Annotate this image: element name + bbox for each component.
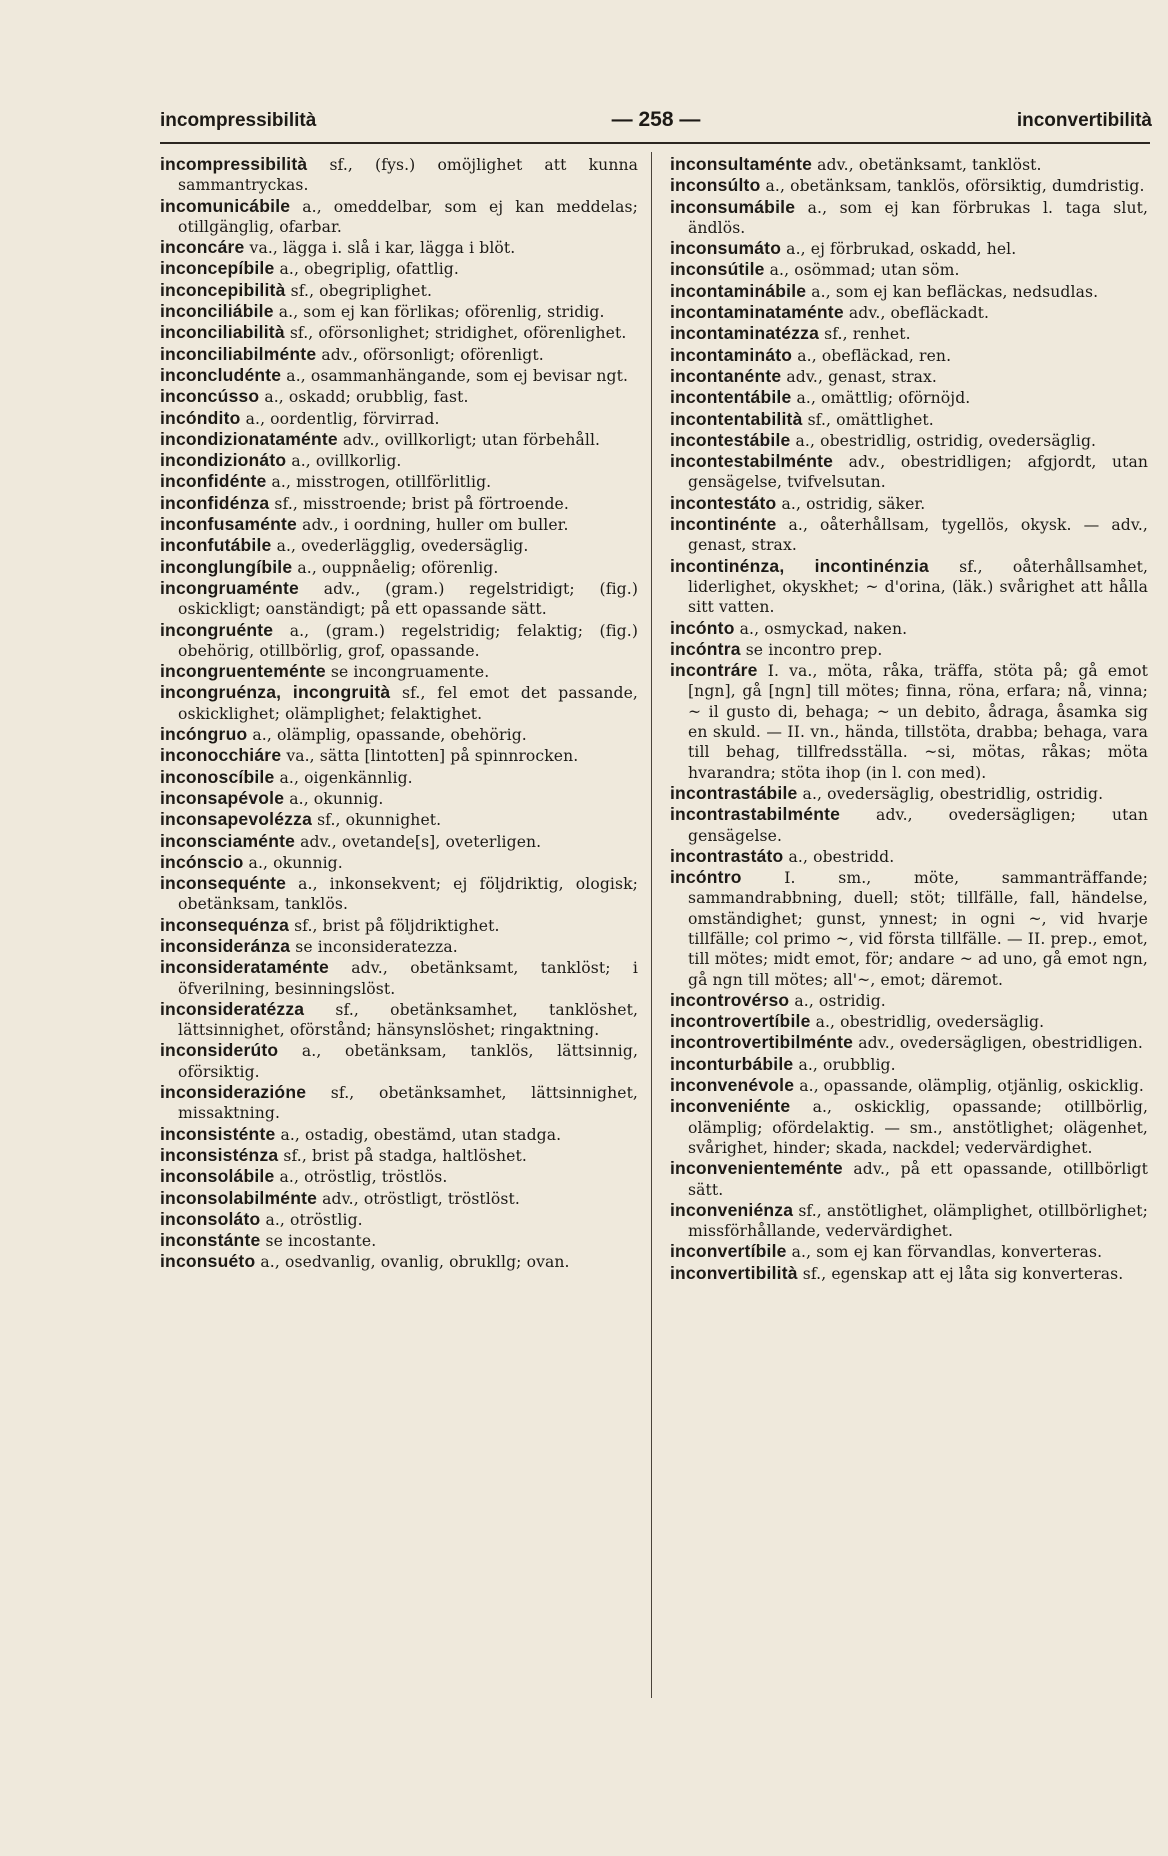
entry-definition: sf., obetänksamhet, lättsinnighet, missaktning.: [178, 1084, 638, 1123]
entry-headword: inconsisténza: [160, 1144, 279, 1165]
entry-definition: a., opassande, olämplig, otjänlig, oskicklig.: [799, 1077, 1144, 1096]
entry-headword: incontentabilità: [670, 408, 803, 429]
entry-headword: inconsideratézza: [160, 998, 305, 1019]
entry-definition: a., som ej kan förbrukas l. taga slut, ändlös.: [688, 198, 1149, 237]
dictionary-entry: [160, 1124, 638, 1145]
entry-definition: a., oigenkännlig.: [279, 768, 413, 787]
entry-headword: incontrastabilménte: [670, 804, 841, 825]
entry-definition: a., oskadd; orubblig, fast.: [264, 388, 469, 407]
entry-definition: a., ovillkorlig.: [291, 452, 402, 471]
entry-definition: adv., ovillkorligt; utan förbehåll.: [342, 430, 601, 449]
entry-definition: a., ostridig, säker.: [781, 494, 926, 513]
entry-headword: inconcússo: [160, 386, 260, 407]
entry-definition: adv., obestridligen; afgjordt, utan gensägelse, tvifvelsutan.: [688, 453, 1148, 492]
dictionary-entry: [160, 535, 638, 556]
entry-headword: inconsumáto: [670, 238, 782, 259]
entry-definition: a., osmyckad, naken.: [739, 619, 908, 638]
entry-definition: a., obegriplig, ofattlig.: [279, 260, 459, 279]
entry-definition: a., ovedersäglig, obestridlig, ostridig.: [802, 784, 1104, 803]
entry-definition: a., oåterhållsam, tygellös, okysk. — adv., genast, strax.: [688, 516, 1148, 555]
entry-headword: inconsapévole: [160, 787, 285, 808]
dictionary-entry: [670, 846, 1148, 867]
dictionary-entry: [160, 1145, 638, 1166]
dictionary-entry: [160, 578, 638, 620]
dictionary-entry: [160, 301, 638, 322]
dictionary-entry: [670, 660, 1148, 783]
entry-definition: a., som ej kan förvandlas, konverteras.: [791, 1243, 1103, 1262]
dictionary-entry: [670, 345, 1148, 366]
entry-definition: a., osedvanlig, ovanlig, obrukllg; ovan.: [260, 1253, 570, 1272]
entry-headword: incontrovertíbile: [670, 1011, 811, 1032]
entry-headword: incontrastábile: [670, 782, 798, 803]
dictionary-entry: [160, 915, 638, 936]
entry-definition: sf., misstroende; brist på förtroende.: [274, 494, 569, 513]
entry-definition: a., okunnig.: [248, 853, 343, 872]
entry-definition: a., obefläckad, ren.: [797, 346, 952, 365]
dictionary-entry: [670, 366, 1148, 387]
entry-definition: adv., oförsonligt; oförenligt.: [321, 345, 544, 364]
entry-definition: sf., obegriplighet.: [290, 281, 433, 300]
entry-headword: incontinénte: [670, 514, 777, 535]
dictionary-entry: [160, 450, 638, 471]
dictionary-entry: [670, 639, 1148, 660]
entry-definition: a., obestridlig, ostridig, ovedersäglig.: [795, 431, 1097, 450]
entry-definition: a., obestridd.: [788, 847, 895, 866]
entry-definition: se inconsideratezza.: [295, 937, 458, 956]
dictionary-entry: [160, 809, 638, 830]
right-column: [670, 154, 1148, 1284]
entry-headword: inconciliabilménte: [160, 343, 317, 364]
entry-headword: inconcáre: [160, 237, 245, 258]
dictionary-entry: [160, 514, 638, 535]
dictionary-entry: [670, 281, 1148, 302]
entry-definition: a., olämplig, opassande, obehörig.: [252, 726, 527, 745]
dictionary-entry: [670, 514, 1148, 556]
entry-headword: inconsciaménte: [160, 830, 296, 851]
entry-headword: incontaminábile: [670, 280, 807, 301]
entry-headword: inconcludénte: [160, 364, 282, 385]
dictionary-entry: [160, 724, 638, 745]
entry-headword: incontestabilménte: [670, 451, 834, 472]
entry-headword: inconocchiáre: [160, 745, 282, 766]
dictionary-entry: [160, 788, 638, 809]
entry-headword: inconsumábile: [670, 196, 796, 217]
entry-definition: adv., genast, strax.: [786, 367, 937, 386]
entry-definition: sf., fel emot det passande, oskicklighet; olämplighet; felaktighet.: [178, 684, 638, 723]
entry-definition: adv., otröstligt, tröstlöst.: [322, 1189, 520, 1208]
entry-headword: inconsuéto: [160, 1251, 256, 1272]
entry-headword: incondizionataménte: [160, 428, 338, 449]
entry-headword: inconvenienteménte: [670, 1158, 843, 1179]
entry-definition: adv., obefläckadt.: [848, 304, 990, 323]
entry-definition: se incostante.: [265, 1232, 377, 1251]
dictionary-entry: [670, 556, 1148, 618]
dictionary-entry: [160, 408, 638, 429]
entry-headword: incóntra: [670, 638, 741, 659]
entry-headword: inconfutábile: [160, 535, 272, 556]
header-last-word: inconvertibilità: [1016, 110, 1152, 131]
entry-headword: incontestáto: [670, 492, 777, 513]
entry-headword: incontaminatézza: [670, 323, 820, 344]
dictionary-entry: [160, 745, 638, 766]
entry-headword: inconfidénza: [160, 492, 270, 513]
entry-definition: sf., egenskap att ej låta sig konverteras.: [802, 1264, 1124, 1283]
entry-definition: a., ovederlägglig, ovedersäglig.: [276, 537, 529, 556]
dictionary-entry: [160, 936, 638, 957]
entry-definition: sf., renhet.: [824, 325, 911, 344]
entry-headword: inconvenévole: [670, 1075, 795, 1096]
dictionary-entry: [160, 237, 638, 258]
entry-headword: inconciliábile: [160, 301, 274, 322]
entry-definition: sf., okunnighet.: [317, 811, 442, 830]
page-header: [160, 104, 1152, 138]
column-divider: [651, 152, 652, 1698]
entry-definition: sf., brist på följdriktighet.: [294, 916, 500, 935]
entry-definition: a., ostadig, obestämd, utan stadga.: [280, 1125, 562, 1144]
entry-definition: se incontro prep.: [745, 640, 883, 659]
entry-headword: incongruénte: [160, 619, 274, 640]
entry-headword: incomunicábile: [160, 195, 291, 216]
dictionary-entry: [160, 957, 638, 999]
entry-headword: inconcepibilità: [160, 279, 286, 300]
dictionary-entry: [160, 661, 638, 682]
entry-definition: a., inkonsekvent; ej följdriktig, ologisk; obetänksam, tanklös.: [178, 875, 638, 914]
dictionary-entry: [670, 175, 1148, 196]
entry-headword: inconturbábile: [670, 1053, 794, 1074]
dictionary-entry: [670, 1075, 1148, 1096]
dictionary-entry: [670, 783, 1148, 804]
dictionary-entry: [670, 259, 1148, 280]
entry-definition: adv., (gram.) regelstridigt; (fig.) oskickligt; oanständigt; på ett opassande sätt.: [178, 579, 639, 619]
dictionary-entry: [670, 990, 1148, 1011]
entry-headword: inconsolabilménte: [160, 1187, 318, 1208]
dictionary-entry: [670, 387, 1148, 408]
entry-definition: sf., brist på stadga, haltlöshet.: [283, 1146, 527, 1165]
page-number: — 258 —: [611, 108, 701, 131]
dictionary-entry: [160, 365, 638, 386]
entry-headword: inconvertíbile: [670, 1241, 787, 1262]
dictionary-entry: [160, 1251, 638, 1272]
dictionary-entry: [160, 767, 638, 788]
entry-headword: inconsolábile: [160, 1166, 275, 1187]
entry-headword: inconsapevolézza: [160, 809, 313, 830]
dictionary-entry: [670, 302, 1148, 323]
entry-headword: inconveniénte: [670, 1096, 791, 1117]
dictionary-entry: [670, 493, 1148, 514]
dictionary-entry: [670, 1241, 1148, 1262]
dictionary-entry: [160, 471, 638, 492]
entry-headword: incónscio: [160, 851, 244, 872]
entry-headword: inconstánte: [160, 1230, 261, 1251]
entry-definition: a., orubblig.: [798, 1055, 896, 1074]
dictionary-entry: [670, 430, 1148, 451]
entry-definition: a., obestridlig, ovedersäglig.: [815, 1013, 1045, 1032]
entry-definition: sf., obetänksamhet, tanklöshet, lättsinnighet, oförstånd; hänsynslöshet; ringaktning.: [178, 1000, 639, 1040]
entry-definition: a., obetänksam, tanklös, lättsinnig, oförsiktig.: [178, 1042, 639, 1081]
entry-headword: incontentábile: [670, 387, 792, 408]
header-first-word: incompressibilità: [160, 110, 317, 131]
dictionary-entry: [160, 429, 638, 450]
entry-headword: incontinénza, incontinénzia: [670, 555, 929, 576]
dictionary-entry: [160, 873, 638, 915]
dictionary-entry: [670, 1011, 1148, 1032]
entry-definition: a., otröstlig, tröstlös.: [279, 1168, 448, 1187]
entry-definition: sf., omättlighet.: [807, 410, 934, 429]
entry-headword: inconsúlto: [670, 175, 761, 196]
entry-definition: adv., ovetande[s], oveterligen.: [300, 832, 542, 851]
entry-definition: sf., (fys.) omöjlighet att kunna sammantryckas.: [178, 156, 639, 195]
entry-headword: incontamináto: [670, 344, 793, 365]
dictionary-entry: [160, 852, 638, 873]
entry-definition: va., sätta [lintotten] på spinnrocken.: [286, 747, 579, 766]
entry-definition: a., oskicklig, opassande; otillbörlig, olämplig; ofördelaktig. — sm., anstötlighet; olägenhet, svårighet, hinder; skada, nackdel; vedervärdighet.: [688, 1098, 1149, 1157]
entry-definition: adv., ovedersägligen; utan gensägelse.: [688, 806, 1148, 845]
entry-headword: inconsiderataménte: [160, 957, 329, 978]
dictionary-entry: [670, 409, 1148, 430]
entry-definition: a., otröstlig.: [265, 1210, 363, 1229]
entry-headword: inconsoláto: [160, 1208, 261, 1229]
entry-headword: incontanénte: [670, 365, 782, 386]
entry-headword: incompressibilità: [160, 154, 308, 174]
dictionary-entry: [160, 322, 638, 343]
dictionary-entry: [160, 344, 638, 365]
dictionary-entry: [160, 1040, 638, 1082]
entry-definition: sf., anstötlighet, olämplighet, otillbörlighet; missförhållande, vedervärdighet.: [688, 1201, 1148, 1241]
entry-headword: inconveniénza: [670, 1199, 794, 1220]
entry-definition: a., okunnig.: [289, 789, 384, 808]
dictionary-entry: [160, 999, 638, 1041]
dictionary-entry: [160, 557, 638, 578]
entry-definition: a., som ej kan förlikas; oförenlig, stridig.: [278, 303, 605, 322]
dictionary-entry: [670, 238, 1148, 259]
dictionary-entry: [670, 1096, 1148, 1158]
entry-headword: inconvertibilità: [670, 1262, 798, 1283]
entry-headword: incondizionáto: [160, 450, 287, 471]
entry-definition: a., obetänksam, tanklös, oförsiktig, dumdristig.: [765, 177, 1145, 196]
dictionary-entry: [160, 386, 638, 407]
dictionary-entry: [160, 1209, 638, 1230]
entry-definition: a., ostridig.: [794, 991, 886, 1010]
entry-definition: adv., i oordning, huller om buller.: [302, 516, 569, 535]
entry-headword: inconglungíbile: [160, 556, 293, 577]
entry-definition: a., ej förbrukad, oskadd, hel.: [786, 240, 1017, 259]
entry-headword: incontrovérso: [670, 989, 790, 1010]
entry-headword: incontráre: [670, 660, 758, 681]
header-rule: [160, 142, 1150, 144]
dictionary-entry: [160, 1082, 638, 1124]
entry-headword: incontaminataménte: [670, 302, 844, 323]
entry-headword: inconciliabilità: [160, 322, 285, 343]
entry-headword: inconsisténte: [160, 1123, 276, 1144]
entry-headword: inconoscíbile: [160, 766, 275, 787]
entry-headword: incóngruo: [160, 724, 248, 745]
entry-headword: inconsultaménte: [670, 154, 813, 174]
entry-headword: incontrastáto: [670, 845, 784, 866]
dictionary-entry: [160, 280, 638, 301]
dictionary-entry: [160, 196, 638, 238]
entry-definition: adv., obetänksamt, tanklöst.: [817, 156, 1042, 174]
entry-headword: inconfusaménte: [160, 514, 297, 535]
dictionary-entry: [160, 831, 638, 852]
entry-headword: incóndito: [160, 407, 241, 428]
entry-definition: adv., ovedersägligen, obestridligen.: [858, 1034, 1143, 1053]
entry-definition: a., osammanhängande, som ej bevisar ngt.: [286, 366, 629, 385]
dictionary-entry: [670, 1158, 1148, 1200]
entry-definition: sf., oförsonlighet; stridighet, oförenlighet.: [289, 324, 627, 343]
entry-headword: inconsideránza: [160, 935, 291, 956]
dictionary-entry: [670, 197, 1148, 239]
entry-definition: a., omeddelbar, som ej kan meddelas; otillgänglig, ofarbar.: [178, 197, 638, 236]
entry-headword: inconsútile: [670, 259, 765, 280]
entry-definition: a., som ej kan befläckas, nedsudlas.: [811, 282, 1099, 301]
entry-definition: I. sm., möte, sammanträffande; sammandrabbning, duell; stöt; tillfälle, fall, händelse, omständighet; gunst, ynnest; in ogni ~, vid hvarje tillfälle; col primo ~, vid första tillfälle. — II. prep., emot, till mötes; midt emot, för; andare ~ ad uno, gå emot ngn, gå ngn till mötes; all'~, emot; däremot.: [688, 869, 1148, 989]
dictionary-entry: [160, 1188, 638, 1209]
entry-headword: incongruenteménte: [160, 661, 326, 682]
entry-definition: a., ouppnåelig; oförenlig.: [297, 558, 499, 577]
entry-definition: a., misstrogen, otillförlitlig.: [271, 473, 492, 492]
entry-definition: adv., på ett opassande, otillbörligt sätt.: [688, 1160, 1148, 1199]
entry-headword: inconcepíbile: [160, 258, 275, 279]
entry-definition: se incongruamente.: [330, 663, 490, 682]
entry-headword: incóntro: [670, 867, 742, 888]
dictionary-entry: [160, 620, 638, 662]
entry-headword: incongruaménte: [160, 577, 299, 598]
dictionary-entry: [670, 1200, 1148, 1242]
entry-definition: sf., oåterhållsamhet, liderlighet, okyskhet; ~ d'orina, (läk.) svårighet att hålla sitt vatten.: [688, 557, 1148, 617]
entry-definition: a., (gram.) regelstridig; felaktig; (fig.) obehörig, otillbörlig, grof, opassande.: [178, 621, 639, 660]
entry-headword: incónto: [670, 617, 735, 638]
dictionary-entry: [670, 1054, 1148, 1075]
dictionary-entry: [160, 258, 638, 279]
dictionary-entry: [160, 1166, 638, 1187]
left-column: [160, 154, 638, 1273]
dictionary-entry: [670, 867, 1148, 990]
dictionary-entry: [160, 682, 638, 724]
dictionary-entry: [670, 451, 1148, 493]
entry-headword: inconfidénte: [160, 471, 267, 492]
entry-headword: inconsequénza: [160, 914, 290, 935]
entry-headword: incontrovertibilménte: [670, 1032, 854, 1053]
dictionary-entry: [160, 154, 638, 196]
entry-headword: incongruénza, incongruità: [160, 682, 391, 703]
dictionary-entry: [160, 1230, 638, 1251]
entry-headword: inconsiderazióne: [160, 1082, 307, 1103]
entry-definition: a., osömmad; utan söm.: [769, 261, 960, 280]
entry-headword: inconsiderúto: [160, 1040, 279, 1061]
dictionary-entry: [670, 1263, 1148, 1284]
entry-definition: a., omättlig; oförnöjd.: [796, 389, 971, 408]
entry-headword: inconsequénte: [160, 873, 287, 894]
dictionary-entry: [160, 493, 638, 514]
entry-definition: I. va., möta, råka, träffa, stöta på; gå emot [ngn], gå [ngn] till mötes; finna, röna, erfara; nå, vinna; ~ il gusto di, behaga; ~ un debito, ådraga, åsamka sig en skuld. — II. vn., hända, tillstöta, drabba; behaga, vara till behag, tillfredsställa. ~si, mötas, råkas; möta hvarandra; stöta ihop (in l. con med).: [688, 662, 1148, 782]
dictionary-entry: [670, 1032, 1148, 1053]
dictionary-entry: [670, 154, 1148, 175]
entry-definition: va., lägga i. slå i kar, lägga i blöt.: [249, 239, 516, 258]
dictionary-entry: [670, 804, 1148, 846]
dictionary-entry: [670, 323, 1148, 344]
dictionary-entry: [670, 618, 1148, 639]
entry-definition: adv., obetänksamt, tanklöst; i öfverilning, besinningslöst.: [178, 959, 638, 998]
entry-definition: a., oordentlig, förvirrad.: [245, 409, 440, 428]
entry-headword: incontestábile: [670, 429, 791, 450]
